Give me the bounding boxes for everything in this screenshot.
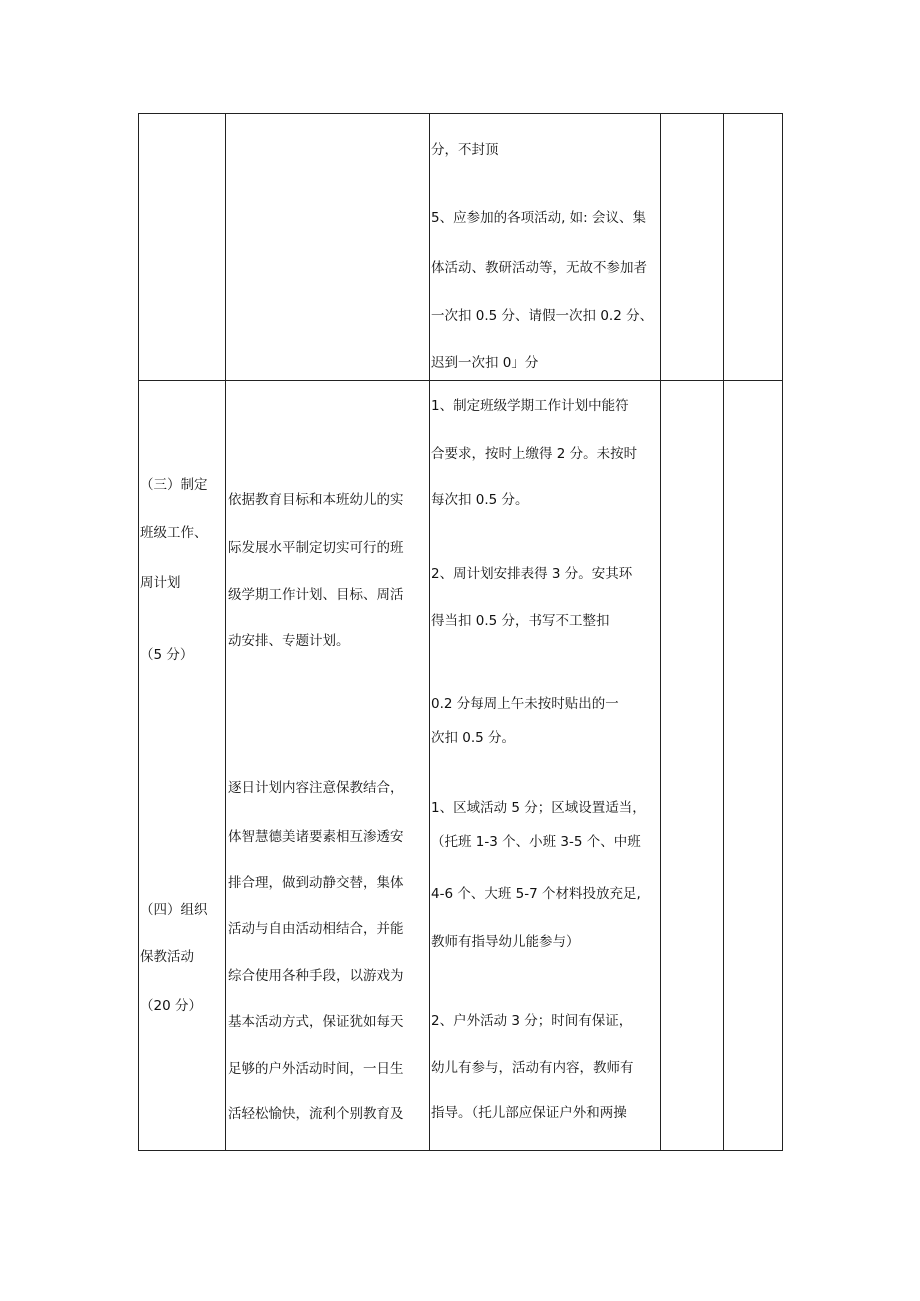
- standard-text: 级学期工作计划、目标、周活: [228, 587, 404, 603]
- table-border-bottom: [138, 1150, 783, 1151]
- category-text: 班级工作、: [140, 525, 208, 541]
- criteria-text: 1、区域活动 5 分；区域设置适当，: [431, 800, 646, 816]
- criteria-text: 合要求，按时上缴得 2 分。未按时: [431, 446, 638, 462]
- category-text: 保教活动: [140, 949, 194, 965]
- standard-text: 依据教育目标和本班幼儿的实: [228, 492, 404, 508]
- criteria-text: 得当扣 0.5 分，书写不工整扣: [431, 613, 610, 629]
- standard-text: 排合理，做到动静交替，集体: [228, 875, 404, 891]
- column-divider: [723, 113, 724, 1151]
- criteria-text: 幼儿有参与，活动有内容，教师有: [431, 1060, 634, 1076]
- column-divider: [660, 113, 661, 1151]
- table-border-right: [782, 113, 783, 1151]
- criteria-text: 2、户外活动 3 分；时间有保证，: [431, 1013, 633, 1029]
- criteria-text: 次扣 0.5 分。: [431, 730, 516, 746]
- criteria-text: 2、周计划安排表得 3 分。安其环: [431, 566, 633, 582]
- criteria-text: 分，不封顶: [431, 142, 499, 158]
- assessment-table: [138, 113, 783, 1151]
- criteria-text: 体活动、教研活动等，无故不参加者: [431, 260, 647, 276]
- table-border-top: [138, 113, 783, 114]
- standard-text: 逐日计划内容注意保教结合，: [228, 780, 404, 796]
- criteria-text: 5、应参加的各项活动, 如: 会议、集: [431, 210, 647, 226]
- standard-text: 动安排、专题计划。: [228, 633, 350, 649]
- category-text: （三）制定: [140, 477, 208, 493]
- standard-text: 综合使用各种手段，以游戏为: [228, 968, 404, 984]
- criteria-text: 4-6 个、大班 5-7 个材料投放充足,: [431, 886, 641, 902]
- category-text: （5 分）: [140, 647, 194, 663]
- criteria-text: 每次扣 0.5 分。: [431, 492, 529, 508]
- category-text: （四）组织: [140, 902, 208, 918]
- standard-text: 活轻松愉快，流利个别教育及: [228, 1106, 404, 1122]
- category-text: 周计划: [140, 575, 181, 591]
- criteria-text: 指导。（托儿部应保证户外和两操: [431, 1105, 627, 1121]
- criteria-text: 迟到一次扣 0」分: [431, 355, 539, 371]
- criteria-text: 一次扣 0.5 分、请假一次扣 0.2 分、: [431, 308, 654, 324]
- standard-text: 际发展水平制定切实可行的班: [228, 540, 404, 556]
- criteria-text: 0.2 分每周上午未按时贴出的一: [431, 696, 619, 712]
- criteria-text: 教师有指导幼儿能参与）: [431, 934, 580, 950]
- standard-text: 活动与自由活动相结合，并能: [228, 921, 404, 937]
- criteria-text: （托班 1-3 个、小班 3-5 个、中班: [431, 834, 641, 850]
- table-border-left: [138, 113, 139, 1151]
- row-divider: [138, 380, 783, 381]
- standard-text: 足够的户外活动时间，一日生: [228, 1061, 404, 1077]
- column-divider: [225, 113, 226, 1151]
- standard-text: 基本活动方式，保证犹如每天: [228, 1014, 404, 1030]
- column-divider: [429, 113, 430, 1151]
- criteria-text: 1、制定班级学期工作计划中能符: [431, 398, 629, 414]
- standard-text: 体智慧德美诸要素相互渗透安: [228, 829, 404, 845]
- category-text: （20 分）: [140, 998, 202, 1014]
